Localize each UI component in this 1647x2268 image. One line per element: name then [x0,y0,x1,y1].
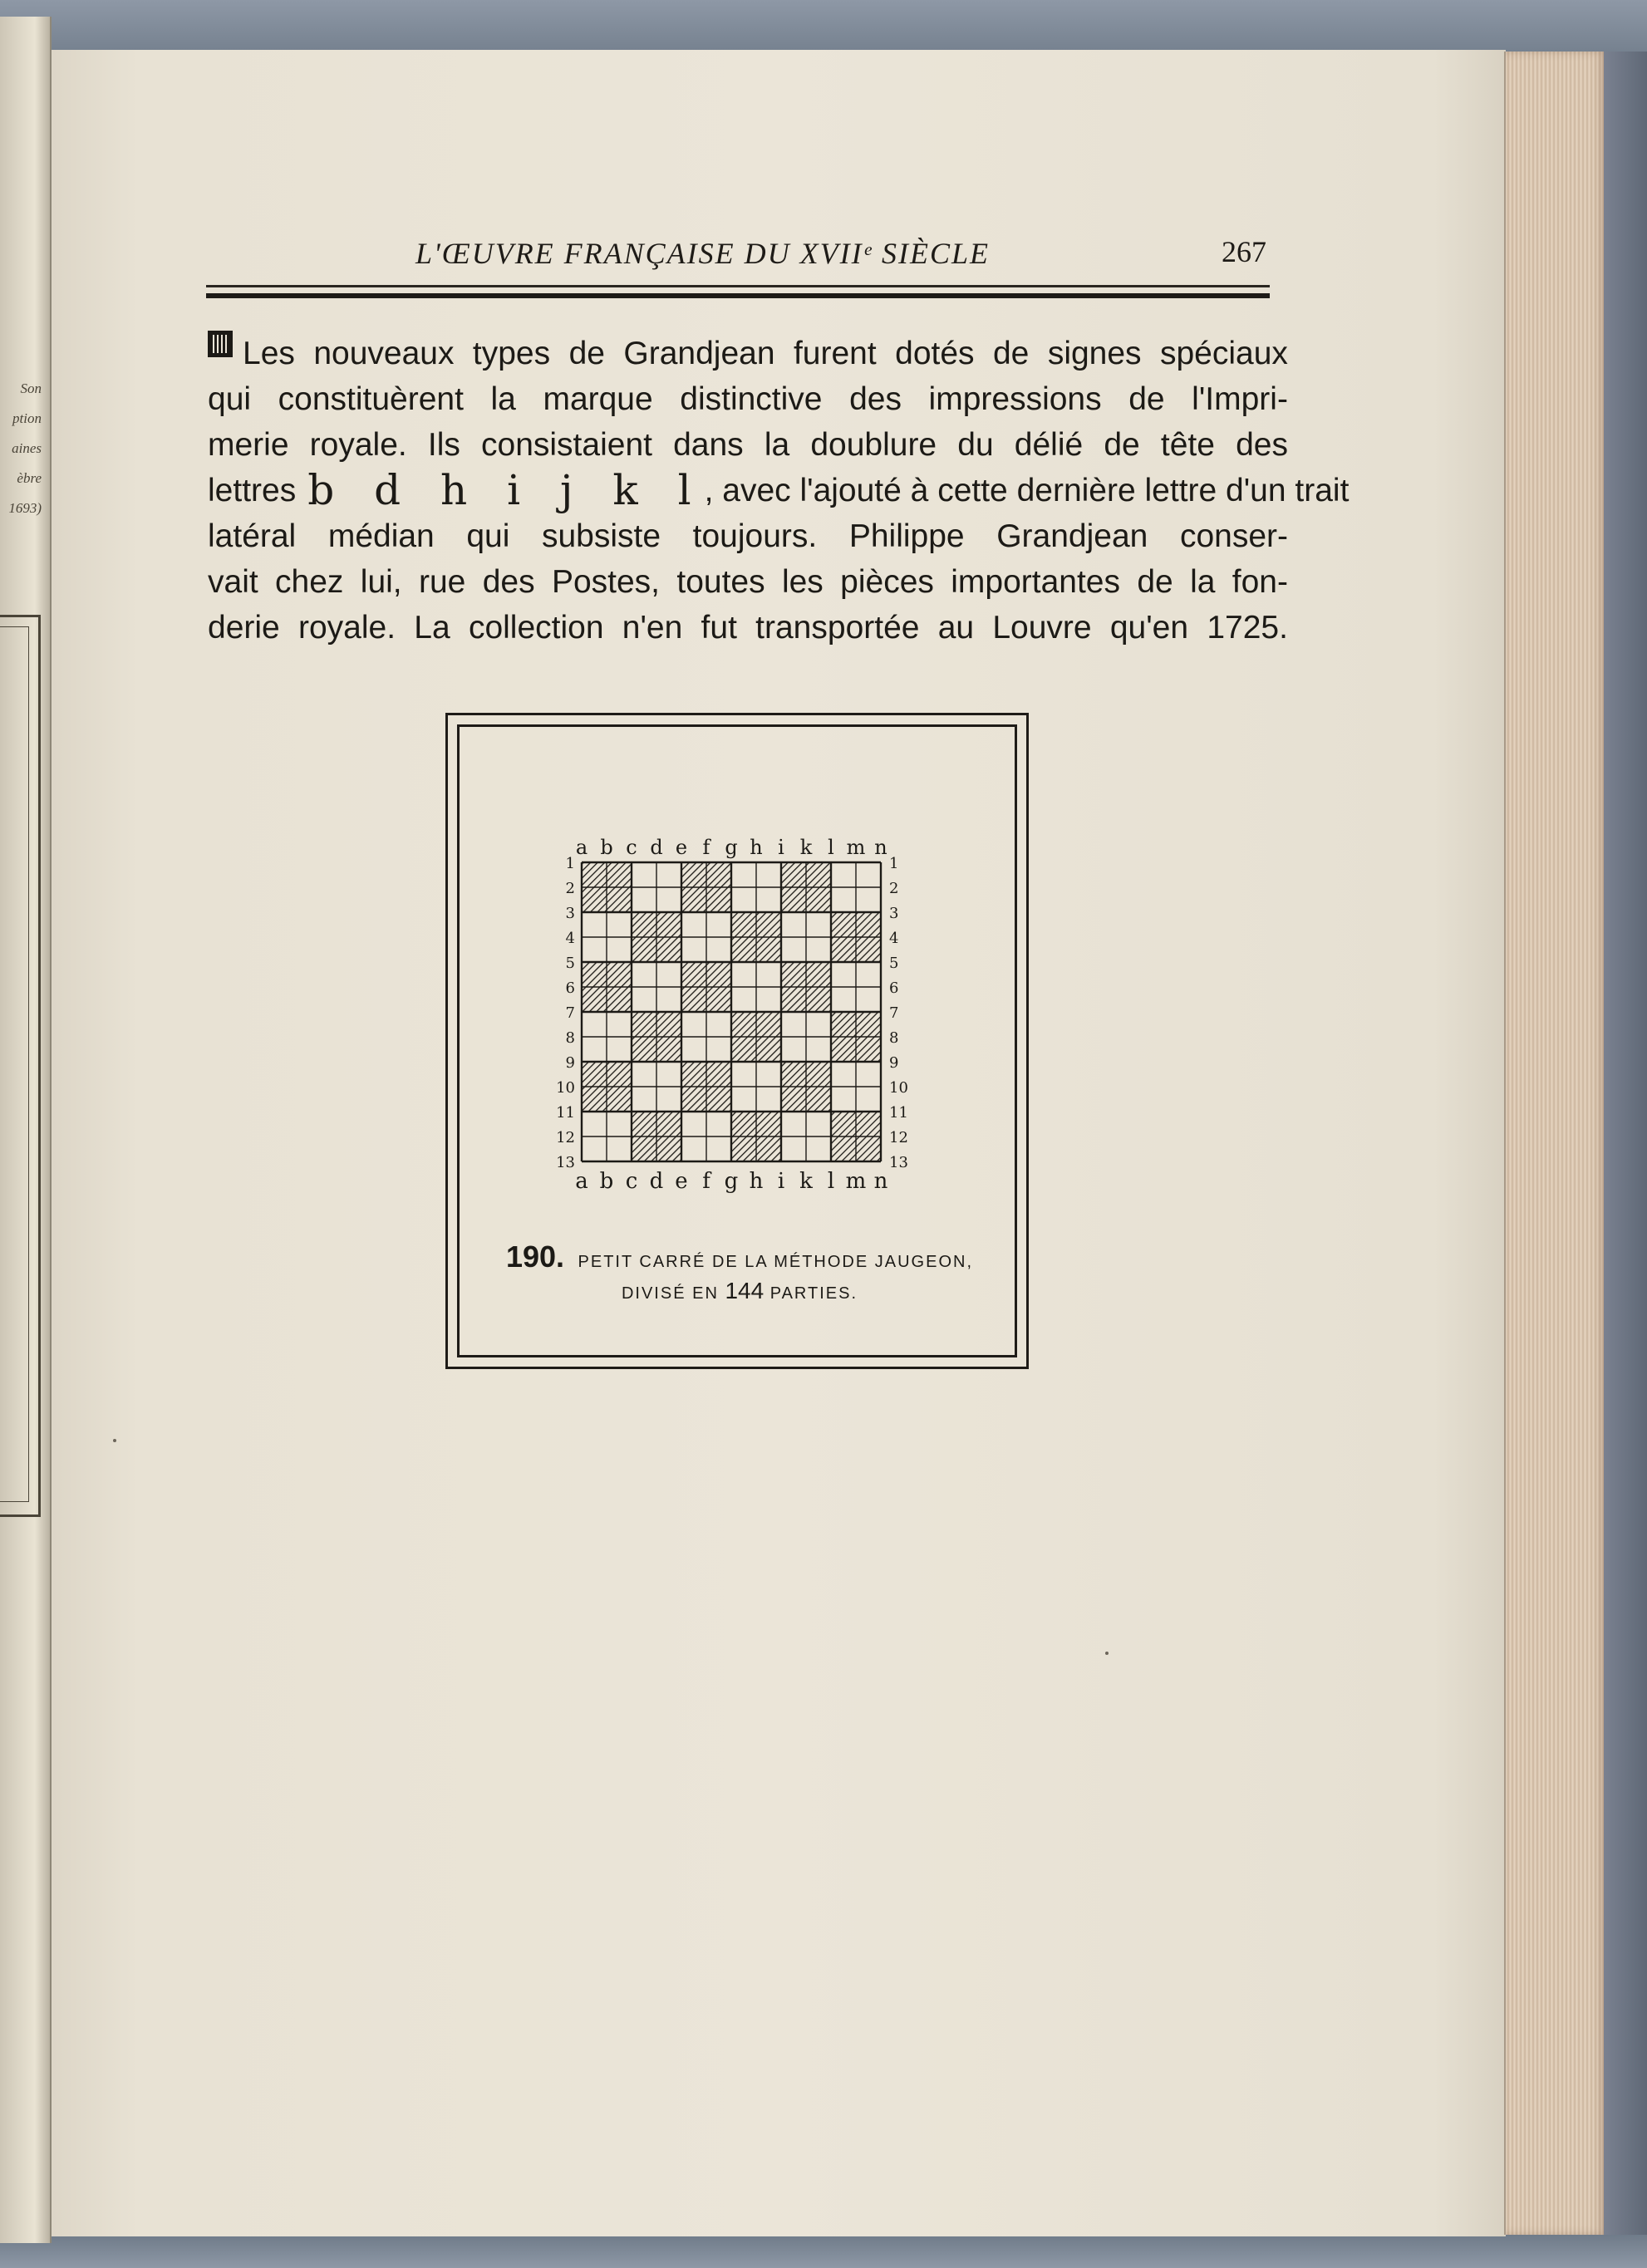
hatched-cell [582,962,607,987]
word: les [781,564,824,600]
hatched-cell [806,987,831,1012]
hatched-cell [632,1037,656,1062]
blank-cell [681,1136,706,1161]
word: des [1236,427,1288,463]
hatched-cell [831,1012,856,1037]
blank-cell [831,1062,856,1087]
word: royale. [297,610,396,646]
column-label: k [799,1169,813,1194]
word: qui [466,518,510,554]
word: de [568,336,605,371]
hatched-cell [607,887,632,912]
column-label: d [649,1169,664,1194]
blank-cell [706,1012,731,1037]
blank-cell [582,937,607,962]
hatched-cell [806,962,831,987]
blank-cell [656,987,681,1012]
hatched-cell [681,987,706,1012]
blank-cell [607,912,632,937]
blank-cell [831,887,856,912]
blank-cell [632,987,656,1012]
row-label: 5 [889,955,899,972]
hatched-cell [731,1136,756,1161]
blank-cell [856,1087,881,1112]
word: fon- [1232,564,1288,600]
line-text: , avec l'ajouté à cette dernière lettre d'un trait [704,473,1350,508]
blank-cell [582,1136,607,1161]
blank-cell [656,862,681,887]
blank-cell [731,962,756,987]
hatched-cell [582,862,607,887]
hatched-cell [681,887,706,912]
word: des [482,564,535,600]
blank-cell [607,1112,632,1136]
caption-line-2 [490,1278,989,1304]
hatched-cell [607,962,632,987]
word: transportée [755,610,920,646]
row-label: 11 [889,1104,908,1122]
row-label: 1 [565,855,575,872]
word: Louvre [992,610,1092,646]
blank-cell [756,987,781,1012]
hatched-cell [731,1037,756,1062]
row-label: 9 [889,1054,899,1072]
column-label: a [575,1169,588,1194]
column-label: b [600,836,613,859]
blank-cell [681,1037,706,1062]
hatched-cell [681,1087,706,1112]
word: types [472,336,551,371]
word: royale. [309,427,407,463]
row-label: 3 [889,905,899,922]
margin-note-line: Son [20,380,42,396]
word: signes [1047,336,1142,371]
hatched-cell [706,1062,731,1087]
hatched-cell [781,887,806,912]
word: Philippe [848,518,965,554]
word: de [992,336,1030,371]
page-number: 267 [1222,235,1266,268]
hatched-cell [706,862,731,887]
blank-cell [731,1062,756,1087]
hatched-cell [582,1087,607,1112]
word: merie [208,427,289,463]
word: pièces [840,564,934,600]
blank-cell [681,912,706,937]
blank-cell [781,1112,806,1136]
blank-cell [681,937,706,962]
caption-count: 144 [725,1278,765,1303]
row-label: 12 [889,1129,908,1146]
column-label: f [702,1169,710,1194]
blank-cell [806,1136,831,1161]
column-label: c [626,836,637,859]
hatched-cell [656,1037,681,1062]
column-label: a [575,836,588,859]
hatched-cell [632,912,656,937]
word: Ils [427,427,460,463]
row-label: 6 [889,979,899,997]
hatched-cell [731,1112,756,1136]
column-label: e [675,836,688,859]
blank-cell [632,887,656,912]
hatched-cell [656,912,681,937]
hatched-cell [856,1012,881,1037]
hatched-cell [706,962,731,987]
row-label: 8 [565,1029,575,1047]
hatched-cell [856,937,881,962]
hatched-cell [706,1087,731,1112]
word: impressions [928,381,1102,417]
figure-caption [490,1240,989,1304]
blank-cell [731,887,756,912]
hatched-cell [607,1062,632,1087]
margin-note-line: èbre [17,470,42,486]
hatched-cell [582,987,607,1012]
hatched-cell [756,1037,781,1062]
row-label: 6 [565,979,575,997]
word: fut [701,610,737,646]
blank-cell [781,912,806,937]
hatched-cell [831,1037,856,1062]
hatched-cell [781,987,806,1012]
word: lui, [360,564,402,600]
hatched-cell [856,1112,881,1136]
blank-cell [706,1112,731,1136]
row-label: 4 [565,930,575,947]
word: délié [1014,427,1084,463]
word: conser- [1179,518,1288,554]
blank-cell [756,962,781,987]
column-label: c [625,1169,638,1194]
hatched-cell [681,962,706,987]
blank-cell [781,1037,806,1062]
margin-note-line: aines [12,440,42,456]
blank-cell [781,1136,806,1161]
column-label: b [599,1169,614,1194]
column-label: n [874,836,887,859]
column-label: l [827,1169,835,1194]
word: furent [793,336,877,371]
column-label: g [724,1169,739,1194]
column-label: n [873,1169,888,1194]
row-label: 13 [889,1154,908,1171]
word: consistaient [481,427,652,463]
blank-cell [706,1037,731,1062]
blank-cell [731,1087,756,1112]
word: spéciaux [1159,336,1288,371]
hatched-cell [856,912,881,937]
blank-cell [681,1012,706,1037]
word: toujours. [692,518,818,554]
margin-note-line: ption [12,410,42,426]
row-label: 7 [889,1004,899,1022]
word: la [764,427,790,463]
hatched-cell [781,862,806,887]
column-label: l [828,836,834,859]
word: de [1104,427,1140,463]
word: du [957,427,994,463]
blank-cell [806,1012,831,1037]
word: la [1190,564,1216,600]
caption-text: PARTIES. [769,1284,858,1303]
blank-cell [806,937,831,962]
column-label: h [750,836,763,859]
hatched-cell [831,1136,856,1161]
word: l'Impri- [1192,381,1288,417]
word: médian [327,518,435,554]
word: derie [208,610,280,646]
blank-cell [856,1062,881,1087]
column-label: d [650,836,663,859]
blank-cell [656,1087,681,1112]
row-label: 2 [889,880,899,897]
row-label: 2 [565,880,575,897]
word: dans [673,427,744,463]
blank-cell [831,962,856,987]
blank-cell [607,1037,632,1062]
word: 1725. [1207,610,1288,646]
word: au [937,610,975,646]
hatched-cell [706,887,731,912]
word: qui [208,381,252,417]
row-label: 12 [556,1129,575,1146]
hatched-cell [607,862,632,887]
blank-cell [582,1037,607,1062]
blank-cell [731,987,756,1012]
blank-cell [582,1112,607,1136]
column-label: e [675,1169,688,1194]
hatched-cell [632,1112,656,1136]
paper-speck [1105,1652,1109,1655]
word: importantes [951,564,1120,600]
word: dotés [895,336,975,371]
blank-cell [632,1062,656,1087]
blank-cell [856,987,881,1012]
blank-cell [831,1087,856,1112]
special-letters: b d h i j k l [307,466,705,514]
hatched-cell [756,1136,781,1161]
hatched-cell [781,1062,806,1087]
row-label: 5 [565,955,575,972]
hatched-cell [831,1112,856,1136]
paper-speck [113,1439,116,1442]
hatched-cell [607,1087,632,1112]
word: doublure [810,427,937,463]
blank-cell [607,1012,632,1037]
blank-cell [632,862,656,887]
hatched-cell [656,937,681,962]
hatched-cell [831,937,856,962]
word: constituèrent [278,381,464,417]
hatched-cell [706,987,731,1012]
caption-text: DIVISÉ EN [621,1284,719,1303]
word: de [1128,381,1165,417]
hatched-cell [831,912,856,937]
column-label: k [799,836,813,859]
margin-note-line: 1693) [8,500,42,516]
blank-cell [781,937,806,962]
hatched-cell [756,1112,781,1136]
column-label: f [702,836,710,859]
word: subsiste [541,518,661,554]
hatched-cell [806,1062,831,1087]
blank-cell [756,887,781,912]
row-label: 8 [889,1029,899,1047]
hatched-cell [756,912,781,937]
word: distinctive [680,381,823,417]
word: des [849,381,902,417]
word: rue [418,564,466,600]
line-text: lettres [208,473,297,508]
blank-cell [831,862,856,887]
column-label: i [778,836,784,859]
blank-cell [706,1136,731,1161]
word: La [414,610,450,646]
hatched-cell [731,912,756,937]
hatched-cell [806,862,831,887]
row-label: 10 [889,1079,908,1097]
word: collection [468,610,604,646]
row-label: 13 [556,1154,575,1171]
row-label: 4 [889,930,899,947]
hatched-cell [582,887,607,912]
hatched-cell [731,1012,756,1037]
word: nouveaux [313,336,455,371]
blank-cell [806,912,831,937]
blank-cell [582,1012,607,1037]
hatched-cell [856,1136,881,1161]
hatched-cell [806,887,831,912]
hatched-cell [607,987,632,1012]
blank-cell [731,862,756,887]
blank-cell [706,937,731,962]
running-head: L'ŒUVRE FRANÇAISE DU XVIIᵉ SIÈCLE [415,237,991,270]
blank-cell [582,912,607,937]
blank-cell [706,912,731,937]
word: Grandjean [623,336,775,371]
hatched-cell [756,1012,781,1037]
hatched-cell [781,962,806,987]
word: Grandjean [996,518,1148,554]
hatched-cell [632,1012,656,1037]
blank-cell [756,1062,781,1087]
hatched-cell [856,1037,881,1062]
word: vait [208,564,258,600]
column-label: m [846,836,866,859]
blank-cell [656,962,681,987]
blank-cell [632,962,656,987]
blank-cell [607,937,632,962]
row-label: 11 [556,1104,575,1122]
word: tête [1160,427,1215,463]
word: chez [275,564,344,600]
row-label: 1 [889,855,899,872]
word: la [490,381,516,417]
row-label: 10 [556,1079,575,1097]
blank-cell [831,987,856,1012]
blank-cell [632,1087,656,1112]
blank-cell [656,1062,681,1087]
hatched-cell [656,1112,681,1136]
blank-cell [756,1087,781,1112]
blank-cell [756,862,781,887]
hatched-cell [756,937,781,962]
blank-cell [781,1012,806,1037]
hatched-cell [681,862,706,887]
row-label: 3 [565,905,575,922]
hatched-cell [582,1062,607,1087]
hatched-cell [781,1087,806,1112]
column-label: m [845,1169,867,1194]
row-label: 9 [565,1054,575,1072]
column-label: g [725,836,738,859]
blank-cell [656,887,681,912]
word: toutes [676,564,765,600]
word: Postes, [551,564,661,600]
caption-line-1: PETIT CARRÉ DE LA MÉTHODE JAUGEON, [578,1253,973,1271]
word: de [1137,564,1173,600]
hatched-cell [656,1136,681,1161]
column-label: i [777,1169,785,1194]
blank-cell [681,1112,706,1136]
word: latéral [208,518,297,554]
word: n'en [622,610,683,646]
row-label: 7 [565,1004,575,1022]
figure-number: 190. [505,1240,565,1274]
hatched-cell [681,1062,706,1087]
hatched-cell [632,937,656,962]
word: qu'en [1109,610,1189,646]
blank-cell [856,887,881,912]
word: marque [543,381,653,417]
hatched-cell [731,937,756,962]
word: Les [243,336,295,371]
hatched-cell [806,1087,831,1112]
column-label: h [749,1169,764,1194]
blank-cell [607,1136,632,1161]
blank-cell [806,1112,831,1136]
blank-cell [856,962,881,987]
hatched-cell [656,1012,681,1037]
blank-cell [856,862,881,887]
hatched-cell [632,1136,656,1161]
blank-cell [806,1037,831,1062]
